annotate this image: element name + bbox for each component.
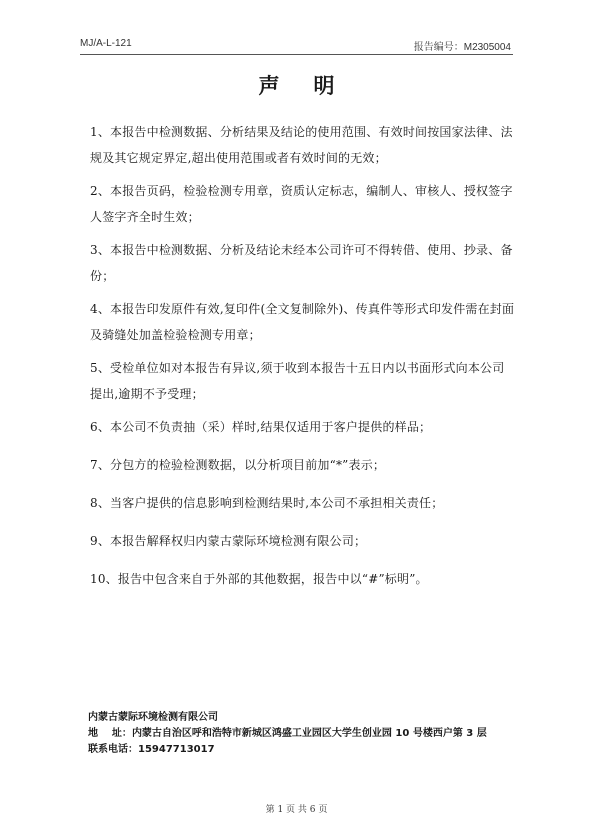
clause-2: 2、本报告页码，检验检测专用章，资质认定标志，编制人、审核人、授权签字人签字齐全时生效； xyxy=(90,184,513,224)
clause-9: 9、本报告解释权归内蒙古蒙际环境检测有限公司； xyxy=(90,534,367,548)
company-address: 内蒙古自治区呼和浩特市新城区鸿盛工业园区大学生创业园 10 号楼西户第 3 层 xyxy=(131,728,487,739)
company-name: 内蒙古蒙际环境检测有限公司 xyxy=(88,712,218,723)
phone-label: 联系电话： xyxy=(88,744,138,755)
header-divider xyxy=(80,54,513,55)
clause-10: 10、报告中包含来自于外部的其他数据，报告中以“#”标明”。 xyxy=(90,572,428,586)
statement-clauses xyxy=(90,119,515,604)
company-phone-row xyxy=(88,742,487,758)
clause-5: 5、受检单位如对本报告有异议,须于收到本报告十五日内以书面形式向本公司提出,逾期不予受理； xyxy=(90,361,505,401)
clause-6: 6、本公司不负责抽（采）样时,结果仅适用于客户提供的样品； xyxy=(90,420,432,434)
page-number: 第 1 页 共 6 页 xyxy=(265,805,328,815)
company-address-row xyxy=(88,726,487,742)
company-phone: 15947713017 xyxy=(138,744,215,755)
clause-1: 1、本报告中检测数据、分析结果及结论的使用范围、有效时间按国家法律、法规及其它规定界定,超出使用范围或者有效时间的无效； xyxy=(90,125,513,165)
clause-4: 4、本报告印发原件有效,复印件(全文复制除外)、传真件等形式印发件需在封面及骑缝处加盖检验检测专用章； xyxy=(90,302,515,342)
company-info xyxy=(88,710,487,758)
clause-3: 3、本报告中检测数据、分析及结论未经本公司许可不得转借、使用、抄录、备份； xyxy=(90,243,513,283)
clause-8: 8、当客户提供的信息影响到检测结果时,本公司不承担相关责任； xyxy=(90,496,444,510)
address-label: 地 址： xyxy=(88,728,132,739)
clause-7: 7、分包方的检验检测数据，以分析项目前加“*”表示； xyxy=(90,458,386,472)
doc-code: MJ/A-L-121 xyxy=(80,38,132,49)
report-number: 报告编号：M2305004 xyxy=(413,42,511,53)
page-title: 声明 xyxy=(258,74,369,98)
